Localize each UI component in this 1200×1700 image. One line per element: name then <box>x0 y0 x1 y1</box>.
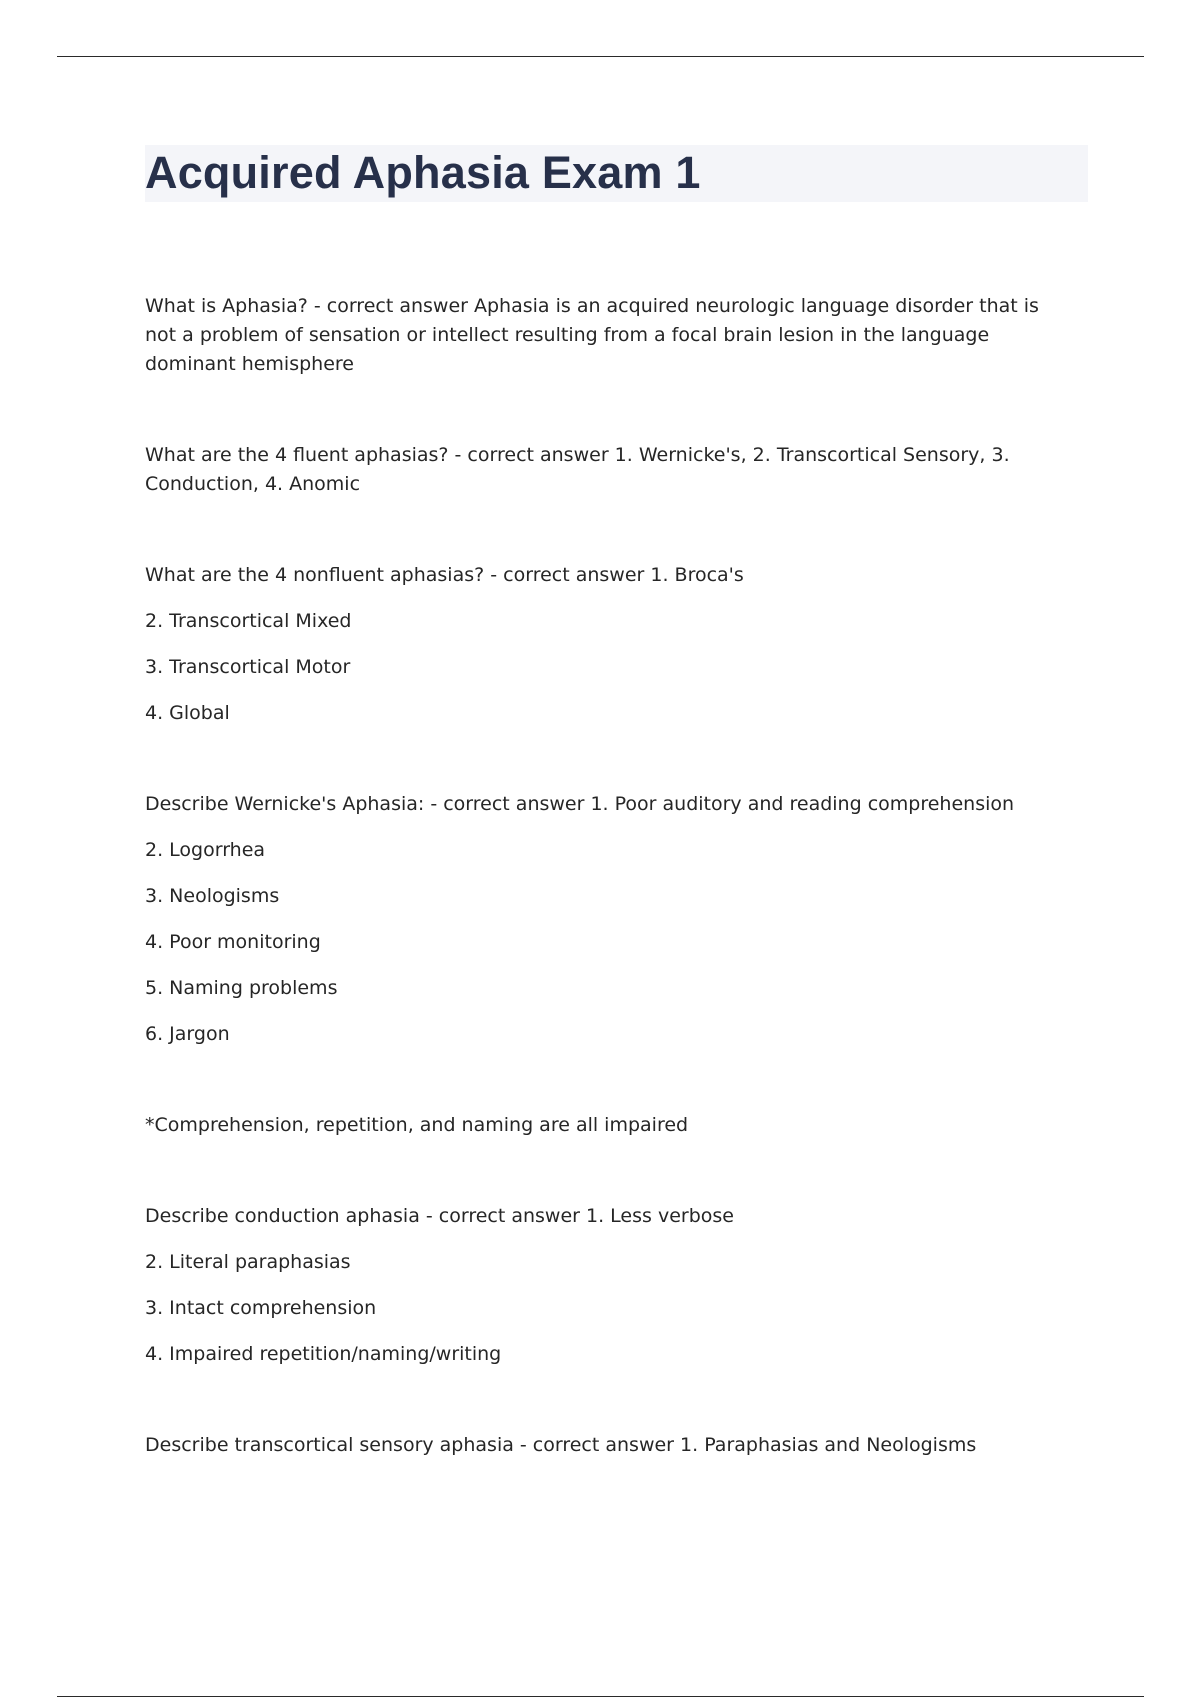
question-answer-text: Describe Wernicke's Aphasia: - correct answer 1. Poor auditory and reading comprehension <box>145 793 1015 815</box>
answer-list-item: 4. Poor monitoring <box>145 931 321 953</box>
qa-section <box>145 1431 1075 1460</box>
answer-list-item: 6. Jargon <box>145 1023 230 1045</box>
line-spacer <box>145 1231 1075 1248</box>
answer-list-item: 2. Transcortical Mixed <box>145 610 352 632</box>
document-body <box>145 292 1075 1460</box>
section-spacer <box>145 1369 1075 1431</box>
qa-section <box>145 1111 1075 1140</box>
line-spacer <box>145 1003 1075 1020</box>
section-spacer <box>145 379 1075 441</box>
line-spacer <box>145 590 1075 607</box>
line-spacer <box>145 819 1075 836</box>
answer-list-item: 2. Literal paraphasias <box>145 1251 351 1273</box>
question-answer-text: What are the 4 nonfluent aphasias? - correct answer 1. Broca's <box>145 564 744 586</box>
section-spacer <box>145 1140 1075 1202</box>
line-spacer <box>145 1277 1075 1294</box>
section-spacer <box>145 728 1075 790</box>
question-answer-text: What are the 4 fluent aphasias? - correct answer 1. Wernicke's, 2. Transcortical Sensory, 3. Conduction, 4. Anomic <box>145 444 1010 495</box>
header-rule <box>57 56 1144 57</box>
line-spacer <box>145 911 1075 928</box>
line-spacer <box>145 636 1075 653</box>
qa-section <box>145 561 1075 728</box>
answer-list-item: 3. Transcortical Motor <box>145 656 351 678</box>
line-spacer <box>145 682 1075 699</box>
question-answer-text: Describe conduction aphasia - correct answer 1. Less verbose <box>145 1205 734 1227</box>
footer-rule <box>57 1696 1144 1697</box>
line-spacer <box>145 1323 1075 1340</box>
answer-list-item: 3. Intact comprehension <box>145 1297 377 1319</box>
answer-list-item: 3. Neologisms <box>145 885 280 907</box>
answer-list-item: 4. Global <box>145 702 230 724</box>
question-answer-text: *Comprehension, repetition, and naming are all impaired <box>145 1114 689 1136</box>
qa-section <box>145 1202 1075 1369</box>
qa-section <box>145 790 1075 1049</box>
qa-section <box>145 441 1075 499</box>
section-spacer <box>145 1049 1075 1111</box>
document-title: Acquired Aphasia Exam 1 <box>145 147 701 198</box>
section-spacer <box>145 499 1075 561</box>
qa-section <box>145 292 1075 379</box>
answer-list-item: 2. Logorrhea <box>145 839 266 861</box>
answer-list-item: 5. Naming problems <box>145 977 338 999</box>
line-spacer <box>145 957 1075 974</box>
question-answer-text: Describe transcortical sensory aphasia - correct answer 1. Paraphasias and Neologisms <box>145 1434 977 1456</box>
question-answer-text: What is Aphasia? - correct answer Aphasia is an acquired neurologic language disorder that is not a problem of sensation or intellect resulting from a focal brain lesion in the language dominant hemisphere <box>145 295 1039 375</box>
line-spacer <box>145 865 1075 882</box>
answer-list-item: 4. Impaired repetition/naming/writing <box>145 1343 502 1365</box>
